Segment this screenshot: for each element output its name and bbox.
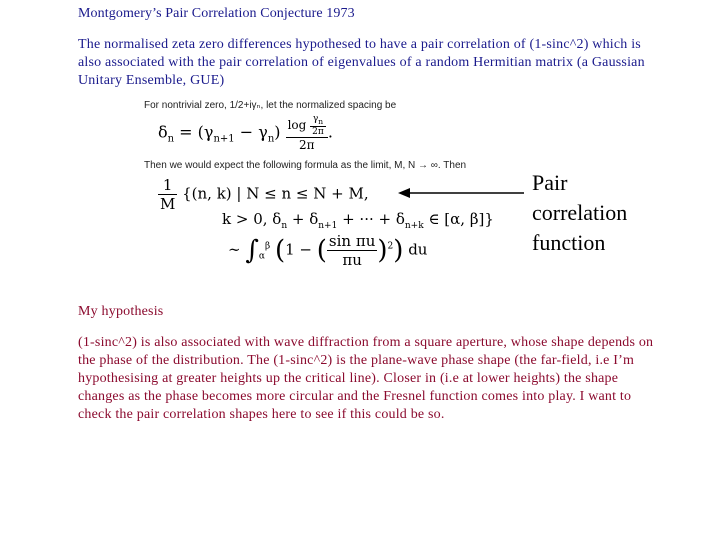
pair-correlation-label — [532, 168, 642, 258]
intro-paragraph: The normalised zeta zero differences hypothesed to have a pair correlation of (1-sinc^2) which is also associated with the pair correlation of eigenvalues of a random Hermitian matrix (a Gaussian Unitary Ensemble, GUE) — [78, 37, 645, 88]
hypothesis-paragraph: (1-sinc^2) is also associated with wave diffraction from a square aperture, whose shape depends on the phase of the distribution. The (1-sinc^2) is the plane-wave phase shape (the far-field, i.e I’m hypothesising at greater heights up the critical line). Closer in (i.e at lower heights) the shape changes as the phase becomes more circular and the Fresnel function comes into play. I want to check the pair correlation shapes here to see if this could be so. — [78, 335, 654, 422]
hypothesis-heading: My hypothesis — [78, 304, 164, 319]
arrow-icon — [398, 186, 526, 200]
spacing-formula: $\delta_n = (\gamma_{n+1} - \gamma_n)$ log $\frac{\gamma_n}{2\pi}$ 2π . — [158, 114, 333, 152]
slide-title: Montgomery’s Pair Correlation Conjecture 1973 — [78, 6, 355, 21]
integral-formula: ∼ $\int_\alpha^\beta$ (1 − ( $\frac{\text{sin πu}}{\pi u}$ )$^2$) du — [228, 232, 428, 269]
figure-caption-1: For nontrivial zero, 1/2+iγₙ, let the normalized spacing be — [144, 100, 397, 111]
pair-correlation-text: Pair correlation function — [532, 170, 628, 255]
condition-formula: k > 0, $\delta_n + \delta_{n+1}$ + ··· + $\delta_{n+k}$ ∈ [α, β]} — [222, 210, 494, 231]
count-formula: $\frac{1}{M}$ {(n, k) | N ≤ n ≤ N + M, — [160, 176, 369, 213]
figure-caption-2: Then we would expect the following formula as the limit, M, N → ∞. Then — [144, 160, 467, 171]
